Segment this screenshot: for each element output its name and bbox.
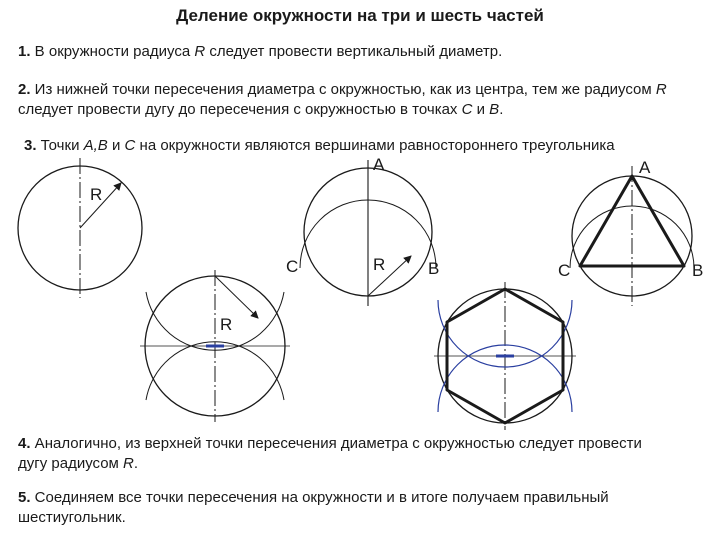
step-number: 2. <box>18 81 31 98</box>
step-text: Из нижней точки пересечения диаметра с окружностью, как из центра, тем же радиусом <box>30 81 656 98</box>
step-text: В окружности радиуса <box>30 43 195 60</box>
figure-5-hexagon <box>434 282 576 430</box>
radius-arrow <box>215 276 258 318</box>
point-a-label: A <box>373 155 385 174</box>
step-text: и <box>107 137 125 154</box>
step-variable: R <box>123 455 134 472</box>
step-number: 3. <box>24 137 37 154</box>
point-b-label: B <box>692 261 704 280</box>
step-number: 1. <box>18 43 31 60</box>
step-text: Точки <box>36 137 84 154</box>
step-text: на окружности являются вершинами равностороннего треугольника <box>135 137 615 154</box>
step-text: . <box>499 101 504 118</box>
page-title: Деление окружности на три и шесть частей <box>176 6 544 25</box>
figure-1-circle-diameter <box>18 158 142 298</box>
figure-2-circle-arc <box>286 155 439 306</box>
figure-4-two-arcs <box>140 270 290 422</box>
step-variable: С <box>124 137 136 154</box>
step-text: Аналогично, из верхней точки пересечения диаметра с окружностью следует провести дугу радиусом <box>18 435 642 472</box>
step-text: Соединяем все точки пересечения на окружности и в итоге получаем правильный шестиугольник. <box>18 489 609 526</box>
step-number: 5. <box>18 489 31 506</box>
step-text: . <box>133 455 139 472</box>
point-c-label: C <box>286 257 299 276</box>
step-variable: А,В <box>83 137 108 154</box>
point-a-label: A <box>639 158 651 177</box>
step-number: 4. <box>18 435 31 452</box>
step-text: следует провести вертикальный диаметр. <box>205 43 503 60</box>
step-variable: R <box>194 43 206 60</box>
step-text: следует провести дугу до пересечения с окружностью в точках <box>18 101 462 118</box>
radius-label: R <box>373 255 386 274</box>
step-text: и <box>472 101 490 118</box>
point-c-label: C <box>558 261 571 280</box>
radius-label: R <box>90 185 103 204</box>
step-variable: В <box>489 101 500 118</box>
point-b-label: B <box>428 259 440 278</box>
figure-3-triangle <box>558 158 703 306</box>
radius-label: R <box>220 315 233 334</box>
step-variable: R <box>655 81 667 98</box>
step-variable: С <box>461 101 473 118</box>
